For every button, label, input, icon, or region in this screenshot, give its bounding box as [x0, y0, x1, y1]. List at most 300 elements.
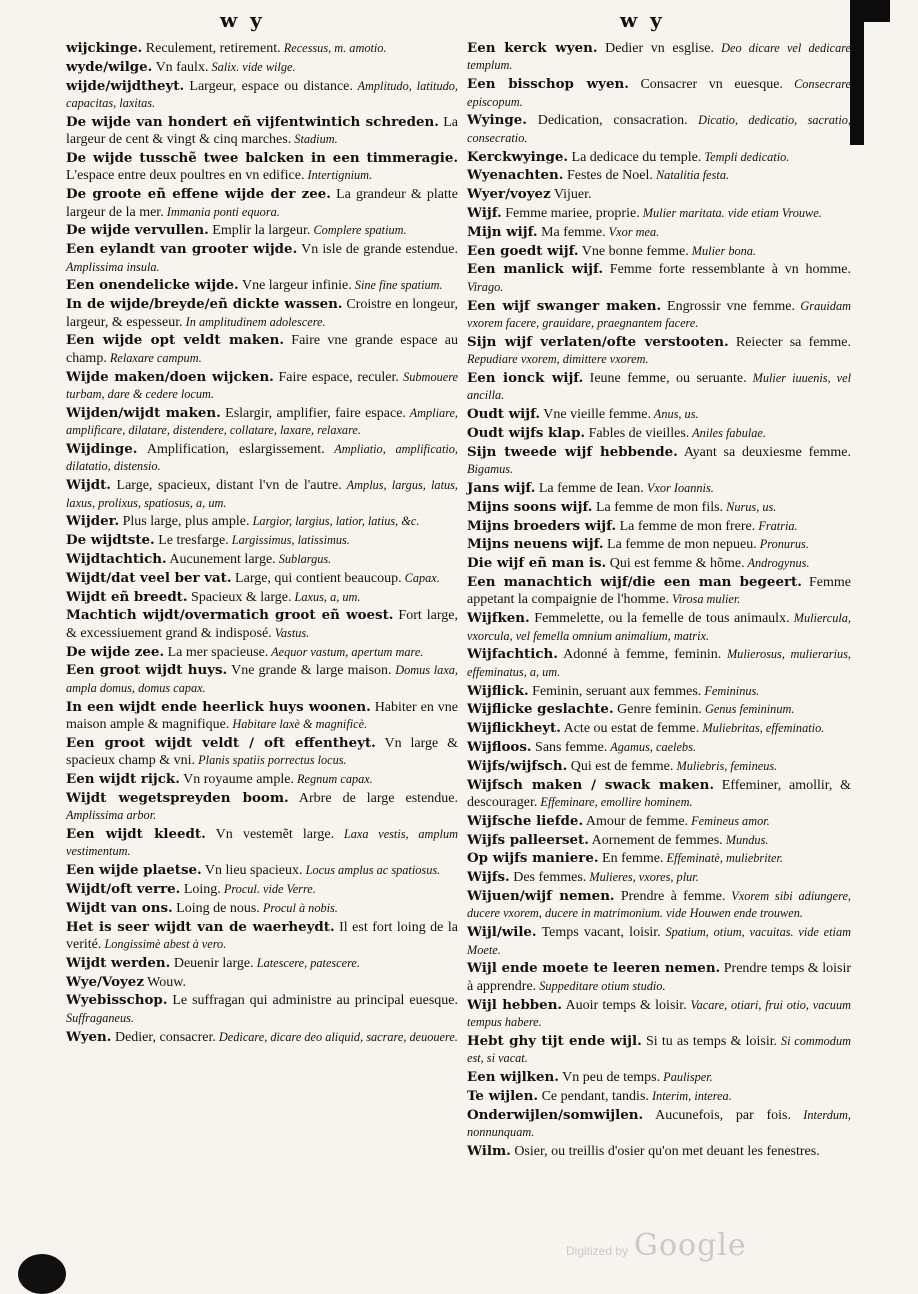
headword: Oudt wijf.	[467, 406, 541, 423]
dictionary-entry	[467, 499, 851, 516]
french-gloss: Aucunement large.	[166, 552, 276, 568]
french-gloss: La largeur de cent & vingt & cinq marches.	[66, 114, 459, 148]
dictionary-entry	[467, 555, 851, 572]
french-gloss: Vn peu de temps.	[558, 1069, 661, 1085]
dictionary-entry	[66, 405, 458, 440]
dictionary-entry	[66, 900, 458, 917]
page-corner-blot	[18, 1254, 66, 1294]
dictionary-entry	[467, 574, 851, 609]
latin-gloss: Bigamus.	[467, 462, 514, 477]
dictionary-entry	[66, 644, 458, 661]
dictionary-entry	[66, 992, 458, 1027]
dictionary-entry	[66, 589, 458, 606]
latin-gloss: Complere spatium.	[310, 223, 407, 238]
french-gloss: Vijuer.	[550, 187, 592, 203]
dictionary-entry	[66, 607, 458, 642]
headword: Op wijfs maniere.	[467, 850, 599, 867]
dictionary-entry	[66, 919, 458, 954]
headword: Wijl/wile.	[467, 924, 537, 941]
french-gloss: Vn lieu spacieux.	[201, 863, 303, 879]
dictionary-entry	[66, 78, 458, 113]
french-gloss: Consacrer vn euesque.	[628, 77, 783, 93]
latin-gloss: Salix. vide wilge.	[208, 59, 296, 74]
french-gloss: Le suffragan qui administre au principal euesque.	[167, 993, 458, 1009]
headword: Wijdt eñ breedt.	[66, 588, 188, 605]
headword: Jans wijf.	[467, 480, 536, 496]
headword: Wijdtachtich.	[66, 551, 167, 568]
french-gloss: Emplir la largeur.	[208, 223, 311, 239]
french-gloss: Vn royaume ample.	[179, 772, 294, 788]
headword: Wilm.	[467, 1142, 511, 1159]
headword: Die wijf eñ man is.	[467, 555, 607, 572]
latin-gloss: Mulier maritata. vide etiam Vrouwe.	[639, 206, 822, 220]
dictionary-entry	[66, 59, 458, 76]
latin-gloss: Si commodum est, si vacat.	[467, 1033, 851, 1066]
latin-gloss: Nurus, us.	[723, 499, 777, 514]
latin-gloss: Femineus amor.	[688, 813, 770, 828]
headword: Een eylandt van grooter wijde.	[66, 241, 298, 258]
headword: Een onendelicke wijde.	[66, 277, 239, 294]
latin-gloss: Interdum, nonnunquam.	[467, 1107, 851, 1139]
dictionary-entry	[467, 888, 851, 923]
french-gloss: Dedier, consacrer.	[111, 1029, 216, 1045]
headword: Wijfs/wijfsch.	[467, 757, 568, 774]
headword: Een groot wijdt huys.	[66, 662, 228, 679]
dictionary-entry	[467, 205, 851, 222]
latin-gloss: Sine fine spatium.	[351, 278, 443, 293]
headword: Wijfsch maken / swack maken.	[467, 776, 715, 793]
headword: Een wijde plaetse.	[66, 862, 202, 879]
dictionary-entry	[66, 513, 458, 530]
dictionary-entry	[66, 114, 458, 149]
headword: Mijns broeders wijf.	[467, 517, 617, 534]
headword: Een wijlken.	[467, 1068, 559, 1085]
french-gloss: Large, qui contient beaucoup.	[231, 570, 402, 586]
dictionary-entry	[467, 758, 851, 775]
french-gloss: Auoir temps & loisir.	[562, 997, 687, 1013]
headword: Wijflick.	[467, 682, 529, 699]
latin-gloss: Effeminare, emollire hominem.	[537, 794, 693, 809]
latin-gloss: In amplitudinem adolescere.	[182, 314, 326, 329]
latin-gloss: Vxor Ioannis.	[643, 481, 714, 495]
latin-gloss: Regnum capax.	[293, 772, 373, 787]
dictionary-entry	[66, 477, 458, 512]
french-gloss: Habiter en vne maison ample & magnifique.	[66, 699, 458, 733]
headword: Wijfken.	[467, 610, 530, 627]
latin-gloss: Domus laxa, ampla domus, domus capax.	[66, 663, 458, 695]
dictionary-entry	[467, 425, 851, 442]
dictionary-entry	[66, 551, 458, 568]
french-gloss: Ma femme.	[537, 224, 606, 240]
latin-gloss: Mulierosus, mulierarius, effeminatus, a, um.	[467, 647, 851, 679]
headword: De wijde vervullen.	[66, 222, 209, 239]
headword: Wijder.	[66, 513, 120, 530]
dictionary-entry	[66, 735, 458, 770]
headword: Een bisschop wyen.	[467, 76, 629, 93]
latin-gloss: Submouere turbam, dare & cedere locum.	[66, 369, 458, 402]
page-edge-shadow-top	[864, 0, 890, 22]
dictionary-entry	[467, 1069, 851, 1086]
headword: Wyinge.	[467, 112, 527, 129]
headword: Wijfloos.	[467, 738, 532, 755]
french-gloss: Faire vne grande espace au champ.	[66, 333, 459, 366]
latin-gloss: Pronurus.	[756, 537, 809, 552]
french-gloss: Dedier vn esglise.	[597, 41, 714, 56]
dictionary-entry	[467, 518, 851, 535]
latin-gloss: Agamus, caelebs.	[607, 739, 696, 754]
headword: Wijf.	[467, 205, 502, 221]
dictionary-entry	[66, 826, 458, 861]
dictionary-entry	[467, 370, 851, 405]
headword: Wijfs.	[467, 869, 510, 886]
headword: Wijden/wijdt maken.	[66, 404, 221, 421]
french-gloss: Vn faulx.	[152, 59, 209, 75]
dictionary-entry	[467, 298, 851, 333]
french-gloss: La femme de mon frere.	[616, 518, 756, 534]
headword: Wijde maken/doen wijcken.	[66, 368, 274, 385]
headword: Wijdt/oft verre.	[66, 881, 181, 898]
headword: Wyen.	[66, 1028, 112, 1045]
french-gloss: Large, spacieux, distant l'vn de l'autre.	[110, 478, 342, 494]
dictionary-entry	[66, 277, 458, 294]
latin-gloss: Amplus, largus, latus, laxus, prolixus, spatiosus, a, um.	[66, 478, 458, 510]
latin-gloss: Sublargus.	[275, 552, 332, 567]
latin-gloss: Dedicare, dicare deo aliquid, sacrare, deuouere.	[215, 1029, 458, 1044]
french-gloss: En femme.	[598, 851, 664, 867]
dictionary-entry	[467, 112, 851, 147]
dictionary-entry	[467, 261, 851, 296]
latin-gloss: Amplissima insula.	[66, 259, 160, 274]
watermark-caption: Digitized by	[566, 1244, 629, 1258]
latin-gloss: Mundus.	[722, 832, 769, 847]
latin-gloss: Vacare, otiari, frui otio, vacuum tempus habere.	[467, 997, 851, 1029]
dictionary-entry	[467, 334, 851, 369]
french-gloss: Prendre temps & loisir à apprendre.	[467, 961, 852, 994]
dictionary-entry	[467, 149, 851, 166]
latin-gloss: Mulier iuuenis, vel ancilla.	[467, 371, 852, 403]
latin-gloss: Fratria.	[755, 518, 798, 533]
headword: Machtich wijdt/overmatich groot eñ woest.	[66, 607, 394, 624]
headword: Onderwijlen/somwijlen.	[467, 1106, 644, 1123]
dictionary-entry	[66, 186, 458, 221]
headword: Wyebisschop.	[66, 992, 168, 1009]
dictionary-entry	[467, 610, 851, 645]
latin-gloss: Amplitudo, latitudo, capacitas, laxitas.	[66, 78, 458, 110]
dictionary-entry	[467, 701, 851, 718]
french-gloss: Osier, ou treillis d'osier qu'on met deuant les fenestres.	[510, 1143, 820, 1159]
french-gloss: Genre feminin.	[613, 702, 702, 718]
running-head-right: w y	[620, 8, 665, 32]
headword: Een groot wijdt veldt / oft effentheyt.	[66, 734, 376, 751]
headword: Een manachtich wijf/die een man begeert.	[467, 573, 802, 590]
headword: Wijdt.	[66, 477, 111, 494]
dictionary-entry	[66, 40, 458, 57]
latin-gloss: Mulier bona.	[688, 243, 757, 258]
latin-gloss: Planis spatiis porrectus locus.	[195, 753, 347, 768]
dictionary-entry	[66, 296, 458, 331]
headword: Een wijde opt veldt maken.	[66, 332, 285, 349]
latin-gloss: Deo dicare vel dedicare templum.	[467, 41, 852, 73]
latin-gloss: Aniles fabulae.	[689, 426, 766, 440]
latin-gloss: Largissimus, latissimus.	[228, 533, 350, 548]
french-gloss: Feminin, seruant aux femmes.	[528, 683, 702, 699]
french-gloss: Vne largeur infinie.	[238, 278, 352, 294]
page-edge-shadow	[850, 0, 864, 145]
latin-gloss: Vxor mea.	[605, 224, 660, 239]
dictionary-entry	[467, 720, 851, 737]
dictionary-entry	[467, 40, 851, 75]
french-gloss: Aornement de femmes.	[588, 832, 723, 848]
headword: Wijflickheyt.	[467, 720, 561, 737]
dictionary-entry	[66, 974, 458, 991]
latin-gloss: Suppeditare otium studio.	[536, 978, 666, 993]
headword: In een wijdt ende heerlick huys woonen.	[66, 698, 371, 715]
left-column	[66, 40, 458, 1047]
headword: De groote eñ effene wijde der zee.	[66, 186, 331, 203]
dictionary-entry	[467, 536, 851, 553]
french-gloss: Amour de femme.	[583, 813, 689, 829]
french-gloss: Arbre de large estendue.	[288, 790, 458, 806]
french-gloss: La dedicace du temple.	[568, 149, 702, 165]
headword: Een kerck wyen.	[467, 40, 598, 56]
headword: Te wijlen.	[467, 1087, 539, 1104]
latin-gloss: Dicatio, dedicatio, sacratio, consecratio.	[467, 113, 851, 145]
dictionary-entry	[66, 881, 458, 898]
dictionary-entry	[467, 646, 851, 681]
latin-gloss: Virosa mulier.	[668, 592, 741, 607]
dictionary-entry	[66, 662, 458, 697]
headword: Wyer/voyez	[467, 186, 551, 203]
dictionary-entry	[467, 76, 851, 111]
french-gloss: L'espace entre deux poultres en vn edifice.	[66, 168, 305, 184]
dictionary-entry	[66, 699, 458, 734]
headword: Wijfs palleerset.	[467, 831, 589, 848]
right-column	[467, 40, 851, 1162]
french-gloss: Wouw.	[143, 974, 186, 990]
headword: Mijns soons wijf.	[467, 498, 593, 515]
french-gloss: Femme appetant la compaignie de l'homme.	[467, 574, 852, 608]
french-gloss: Loing.	[180, 882, 221, 898]
dictionary-entry	[66, 222, 458, 239]
dictionary-entry	[467, 1033, 851, 1068]
headword: Wijfsche liefde.	[467, 812, 584, 829]
headword: Wijdt van ons.	[66, 899, 173, 916]
headword: Een manlick wijf.	[467, 261, 603, 278]
dictionary-entry	[467, 1143, 851, 1160]
latin-gloss: Largior, largius, latior, latius, &c.	[249, 514, 420, 529]
french-gloss: Femme forte ressemblante à vn homme.	[602, 262, 851, 278]
headword: Een wijf swanger maken.	[467, 297, 662, 314]
french-gloss: Festes de Noel.	[563, 168, 653, 184]
latin-gloss: Muliebritas, effeminatio.	[699, 721, 825, 736]
french-gloss: Vn isle de grande estendue.	[297, 242, 458, 258]
french-gloss: Reculement, retirement.	[142, 41, 281, 56]
dictionary-entry	[467, 850, 851, 867]
french-gloss: La mer spacieuse.	[164, 644, 269, 660]
dictionary-entry	[467, 1107, 851, 1142]
latin-gloss: Muliebris, femineus.	[673, 758, 778, 773]
dictionary-entry	[66, 369, 458, 404]
headword: Mijns neuens wijf.	[467, 536, 604, 553]
dictionary-entry	[66, 332, 458, 367]
dictionary-entry	[66, 570, 458, 587]
dictionary-entry	[66, 790, 458, 825]
headword: Een goedt wijf.	[467, 242, 579, 259]
french-gloss: Adonné à femme, feminin.	[557, 647, 722, 663]
latin-gloss: Repudiare vxorem, dimittere vxorem.	[467, 352, 649, 367]
french-gloss: Vne bonne femme.	[578, 243, 689, 259]
running-head-left: w y	[220, 8, 265, 32]
french-gloss: Deuenir large.	[170, 955, 254, 971]
latin-gloss: Longissimè abest à vero.	[101, 937, 227, 952]
headword: Een wijdt kleedt.	[66, 826, 206, 843]
headword: wijckinge.	[66, 40, 143, 56]
french-gloss: Femmelette, ou la femelle de tous animaulx.	[529, 611, 790, 627]
french-gloss: Qui est femme & hõme.	[606, 556, 745, 572]
headword: Wijdt werden.	[66, 954, 171, 971]
french-gloss: Loing de nous.	[172, 900, 260, 916]
latin-gloss: Habitare laxè & magnificè.	[229, 717, 368, 732]
latin-gloss: Recessus, m. amotio.	[280, 41, 387, 55]
french-gloss: Fort large, & excessiuement grand & indisposé.	[66, 608, 458, 641]
headword: Oudt wijfs klap.	[467, 425, 586, 441]
latin-gloss: Paulisper.	[660, 1069, 713, 1084]
french-gloss: Faire espace, reculer.	[273, 369, 399, 385]
headword: Wyenachten.	[467, 167, 564, 184]
latin-gloss: Intertignium.	[304, 168, 373, 183]
latin-gloss: Relaxare campum.	[106, 350, 202, 365]
latin-gloss: Anus, us.	[650, 407, 699, 422]
headword: In de wijde/breyde/eñ dickte wassen.	[66, 296, 343, 313]
latin-gloss: Procul. vide Verre.	[220, 882, 316, 897]
french-gloss: Reiecter sa femme.	[728, 334, 852, 350]
latin-gloss: Locus amplus ac spatiosus.	[302, 863, 441, 878]
dictionary-entry	[467, 832, 851, 849]
latin-gloss: Vxorem sibi adiungere, ducere vxorem, ducere in matrimonium. vide Houwen ende trouwen.	[467, 888, 851, 921]
dictionary-entry	[66, 862, 458, 879]
headword: Mijn wijf.	[467, 223, 538, 240]
dictionary-entry	[467, 406, 851, 423]
latin-gloss: Suffraganeus.	[66, 1010, 134, 1025]
headword: Wye/Voyez	[66, 973, 144, 990]
dictionary-entry	[467, 960, 851, 995]
dictionary-entry	[66, 955, 458, 972]
french-gloss: Il est fort loing de la verité.	[66, 919, 458, 953]
french-gloss: La femme de mon fils.	[592, 499, 724, 515]
latin-gloss: Ampliatio, amplificatio, dilatatio, distensio.	[66, 442, 459, 474]
latin-gloss: Muliercula, vxorcula, vel femella omnium animalium, matrix.	[467, 611, 851, 643]
french-gloss: Acte ou estat de femme.	[560, 721, 700, 737]
french-gloss: Plus large, plus ample.	[119, 514, 250, 530]
french-gloss: Vne vieille femme.	[540, 407, 651, 423]
dictionary-entry	[467, 869, 851, 886]
headword: Wijl hebben.	[467, 996, 563, 1013]
latin-gloss: Vastus.	[271, 625, 310, 640]
dictionary-entry	[66, 441, 458, 476]
french-gloss: Dedication, consacration.	[526, 113, 688, 129]
latin-gloss: Grauidam vxorem facere, grauidare, praegnantem facere.	[467, 298, 851, 330]
latin-gloss: Androgynus.	[744, 556, 810, 571]
headword: Wijdt/dat veel ber vat.	[66, 569, 232, 586]
headword: wyde/wilge.	[66, 58, 153, 75]
dictionary-entry	[66, 150, 458, 185]
headword: Sijn tweede wijf hebbende.	[467, 443, 678, 460]
french-gloss: Si tu as temps & loisir.	[641, 1033, 778, 1049]
headword: De wijde zee.	[66, 643, 165, 660]
headword: Sijn wijf verlaten/ofte verstooten.	[467, 333, 729, 350]
french-gloss: La femme de mon nepueu.	[603, 537, 757, 553]
latin-gloss: Effeminatè, muliebriter.	[663, 851, 784, 866]
watermark-logo: Google	[634, 1228, 747, 1263]
headword: Hebt ghy tijt ende wijl.	[467, 1032, 642, 1049]
digitization-watermark	[566, 1228, 747, 1263]
headword: Kerckwyinge.	[467, 148, 569, 165]
dictionary-entry	[66, 241, 458, 276]
headword: Wijuen/wijf nemen.	[467, 887, 615, 904]
latin-gloss: Virago.	[467, 279, 504, 294]
latin-gloss: Ampliare, amplificare, dilatare, distendere, collatare, laxare, relaxare.	[66, 405, 459, 438]
headword: Wijdt wegetspreyden boom.	[66, 789, 289, 806]
headword: Een ionck wijf.	[467, 370, 584, 386]
french-gloss: Des femmes.	[509, 870, 587, 886]
dictionary-entry	[467, 444, 851, 479]
headword: Wijflicke geslachte.	[467, 701, 614, 718]
headword: De wijde van hondert eñ vijfentwintich schreden.	[66, 113, 439, 130]
french-gloss: Engrossir vne femme.	[661, 298, 795, 314]
french-gloss: Effeminer, amollir, & descourager.	[467, 777, 851, 810]
latin-gloss: Consecrare episcopum.	[467, 77, 852, 109]
french-gloss: Femme mariee, proprie.	[501, 206, 640, 221]
latin-gloss: Spatium, otium, vacuitas. vide etiam Moete.	[467, 925, 851, 957]
latin-gloss: Latescere, patescere.	[253, 955, 360, 970]
french-gloss: Ieune femme, ou seruante.	[583, 371, 747, 386]
dictionary-entry	[467, 997, 851, 1032]
latin-gloss: Amplissima arbor.	[66, 808, 157, 823]
french-gloss: Vn large & spacieux champ & vni.	[66, 735, 458, 769]
french-gloss: Sans femme.	[531, 739, 608, 755]
french-gloss: Prendre à femme.	[614, 888, 726, 904]
dictionary-entry	[467, 167, 851, 184]
dictionary-entry	[467, 777, 851, 812]
latin-gloss: Genus femininum.	[701, 702, 795, 717]
french-gloss: Croistre en longeur, largeur, & espesseur.	[66, 297, 459, 330]
french-gloss: Vne grande & large maison.	[227, 663, 392, 679]
dictionary-entry	[467, 224, 851, 241]
headword: Het is seer wijdt van de waerheydt.	[66, 918, 335, 935]
headword: Wijl ende moete te leeren nemen.	[467, 960, 721, 977]
french-gloss: La femme de Iean.	[535, 481, 644, 496]
headword: Een wijdt rijck.	[66, 771, 180, 788]
latin-gloss: Laxus, a, um.	[291, 589, 361, 604]
latin-gloss: Interim, interea.	[648, 1088, 732, 1103]
dictionary-entry	[66, 532, 458, 549]
french-gloss: Ayant sa deuxiesme femme.	[677, 444, 851, 460]
french-gloss: Ce pendant, tandis.	[538, 1088, 649, 1104]
dictionary-entry	[66, 1029, 458, 1046]
french-gloss: Largeur, espace ou distance.	[184, 78, 353, 94]
headword: De wijde tusschẽ twee balcken in een timmeragie.	[66, 150, 458, 166]
dictionary-entry	[66, 771, 458, 788]
french-gloss: Le tresfarge.	[154, 533, 229, 549]
headword: Wijfachtich.	[467, 646, 558, 663]
dictionary-entry	[467, 243, 851, 260]
dictionary-entry	[467, 813, 851, 830]
latin-gloss: Mulieres, vxores, plur.	[586, 870, 699, 885]
dictionary-entry	[467, 683, 851, 700]
latin-gloss: Stadium.	[291, 132, 338, 147]
latin-gloss: Procul à nobis.	[259, 900, 338, 915]
french-gloss: Spacieux & large.	[187, 589, 292, 605]
